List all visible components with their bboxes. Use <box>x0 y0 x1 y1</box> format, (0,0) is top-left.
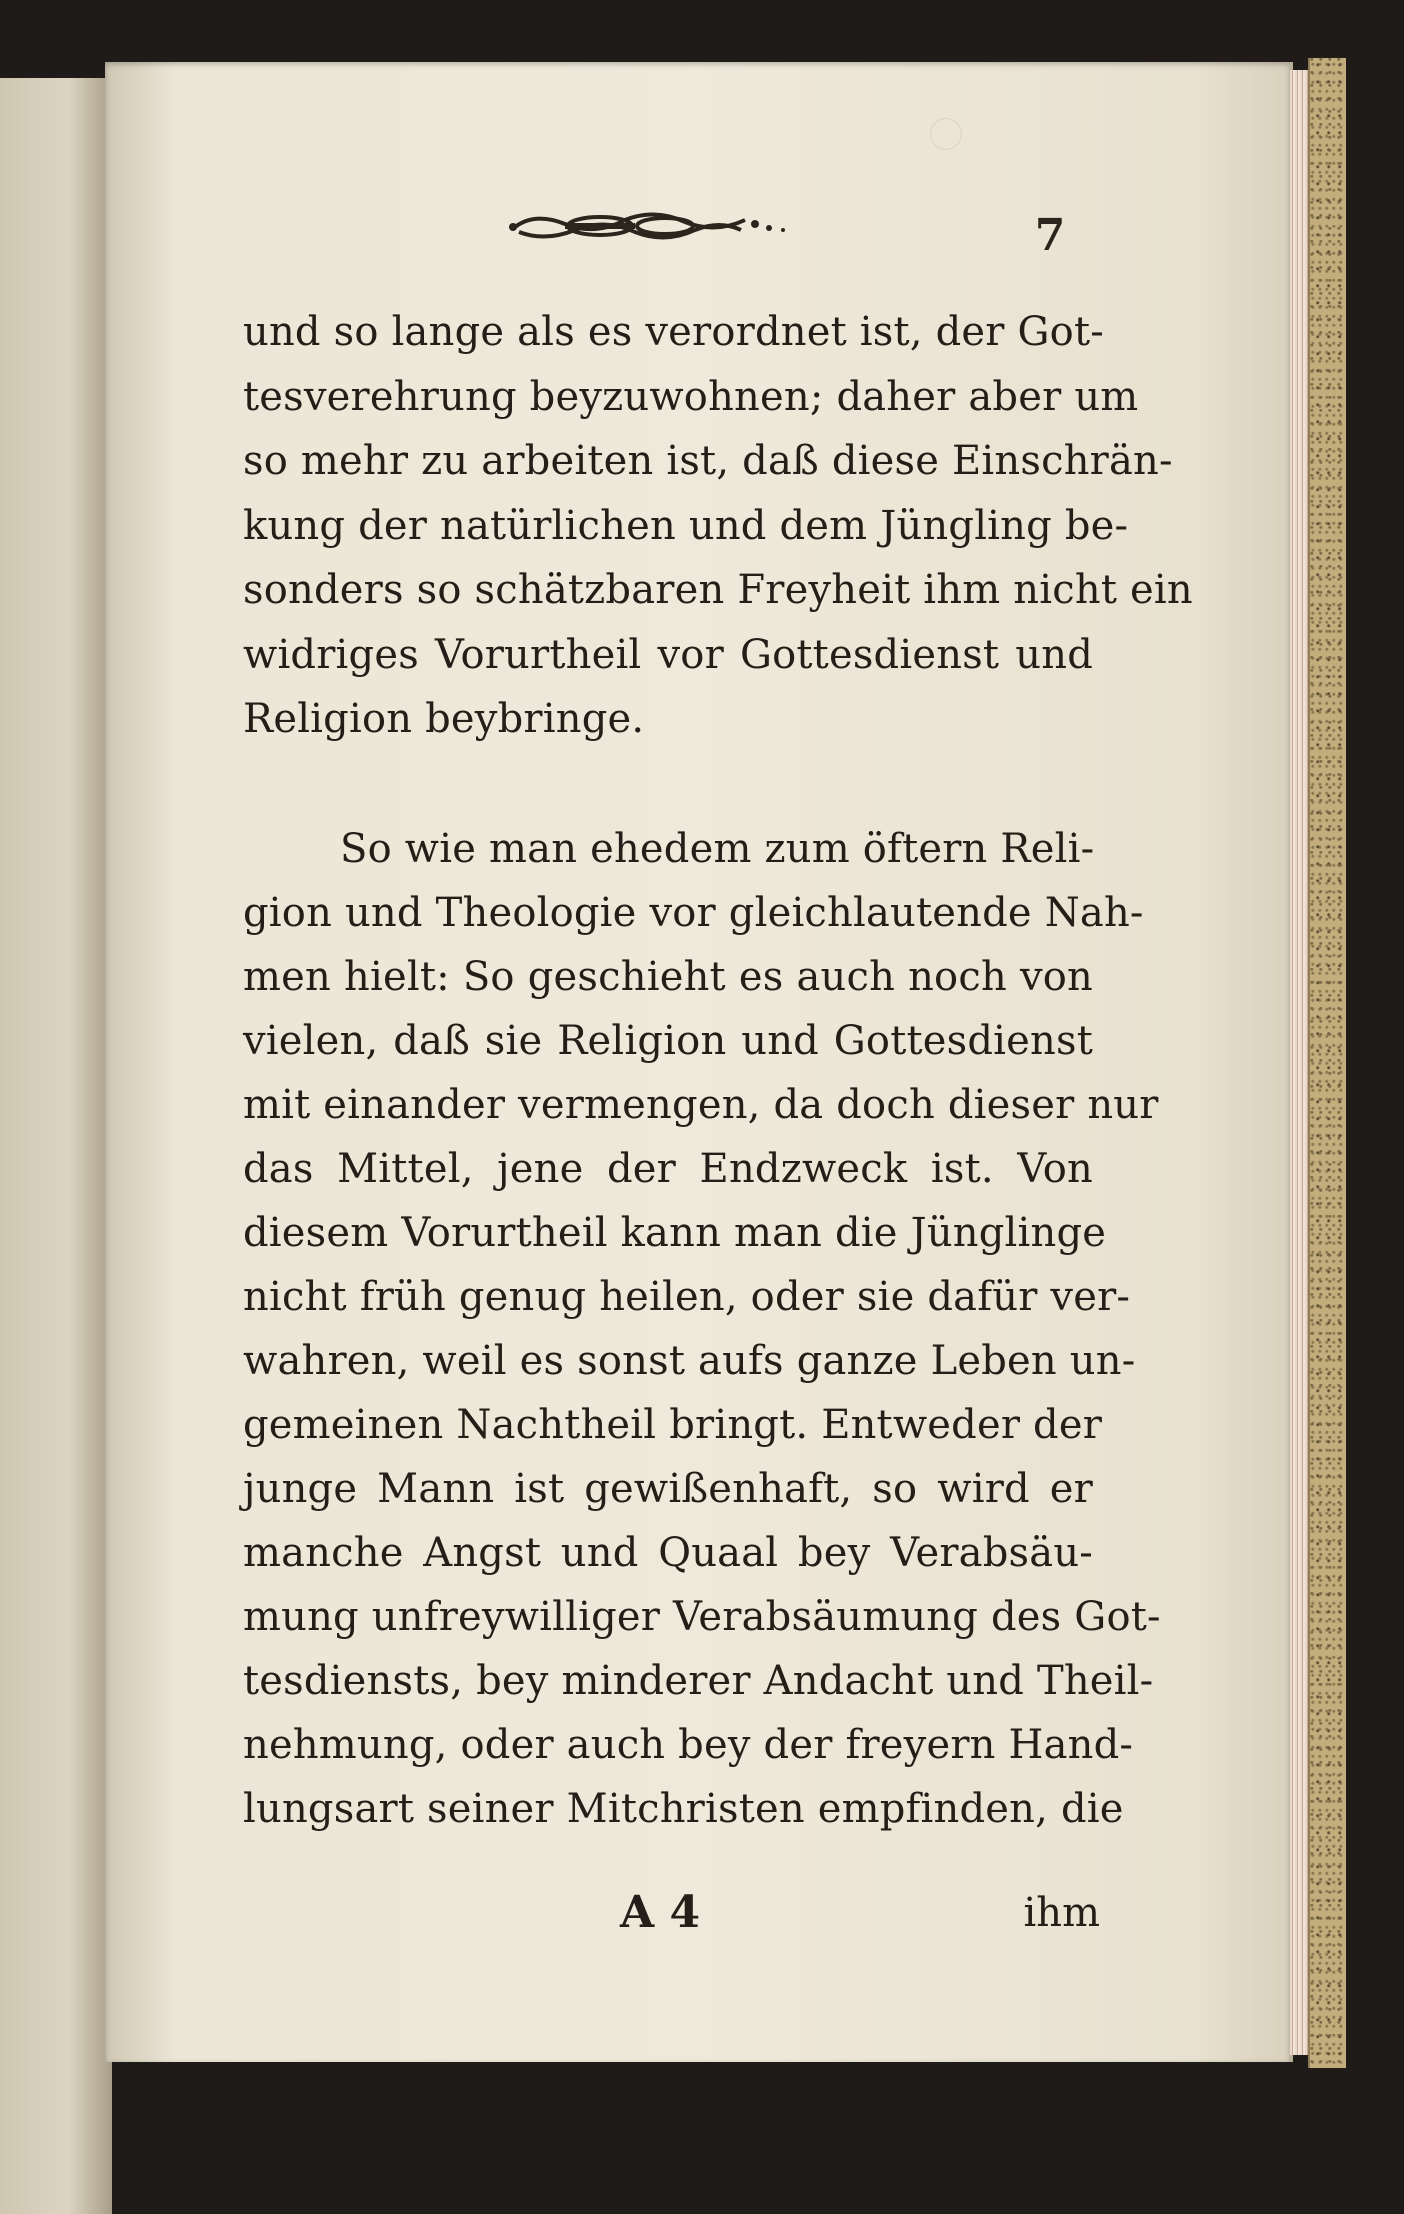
page-edges <box>1290 70 1308 2055</box>
text-line: sonders so schätzbaren Freyheit ihm nicht ein <box>243 567 1193 613</box>
text-line: vielen, daß sie Religion und Gottesdienst <box>243 1018 1093 1064</box>
text-line: mit einander vermengen, da doch dieser nur <box>243 1082 1159 1128</box>
ornament-icon <box>505 204 795 250</box>
text-line: wahren, weil es sonst aufs ganze Leben un- <box>243 1338 1136 1384</box>
signature-mark: A 4 <box>620 1887 701 1938</box>
text-line: So wie man ehedem zum öftern Reli- <box>340 826 1095 872</box>
text-line: kung der natürlichen und dem Jüngling be- <box>243 503 1129 549</box>
text-line: und so lange als es verordnet ist, der Got- <box>243 309 1104 355</box>
faint-stamp-mark <box>930 118 962 150</box>
text-line: mung unfreywilliger Verabsäumung des Got- <box>243 1594 1161 1640</box>
text-line: tesverehrung beyzuwohnen; daher aber um <box>243 374 1139 420</box>
book-cover-edge <box>1308 58 1346 2068</box>
text-line: Religion beybringe. <box>243 696 645 742</box>
page-number: 7 <box>1034 210 1066 261</box>
text-line: nicht früh genug heilen, oder sie dafür ver- <box>243 1274 1131 1320</box>
text-line: gemeinen Nachtheil bringt. Entweder der <box>243 1402 1103 1448</box>
text-line: nehmung, oder auch bey der freyern Hand- <box>243 1722 1134 1768</box>
text-line: so mehr zu arbeiten ist, daß diese Einschrän- <box>243 438 1173 484</box>
text-line: diesem Vorurtheil kann man die Jünglinge <box>243 1210 1107 1256</box>
catchword: ihm <box>1023 1890 1100 1936</box>
text-line: lungsart seiner Mitchristen empfinden, die <box>243 1786 1124 1832</box>
text-line: das Mittel, jene der Endzweck ist. Von <box>243 1146 1093 1192</box>
text-line: manche Angst und Quaal bey Verabsäu- <box>243 1530 1093 1576</box>
text-line: junge Mann ist gewißenhaft, so wird er <box>243 1466 1093 1512</box>
text-line: gion und Theologie vor gleichlautende Nah- <box>243 890 1144 936</box>
text-line: widriges Vorurtheil vor Gottesdienst und <box>243 632 1093 678</box>
left-page-edge <box>0 78 112 2214</box>
text-line: tesdiensts, bey minderer Andacht und Theil- <box>243 1658 1154 1704</box>
text-line: men hielt: So geschieht es auch noch von <box>243 954 1093 1000</box>
